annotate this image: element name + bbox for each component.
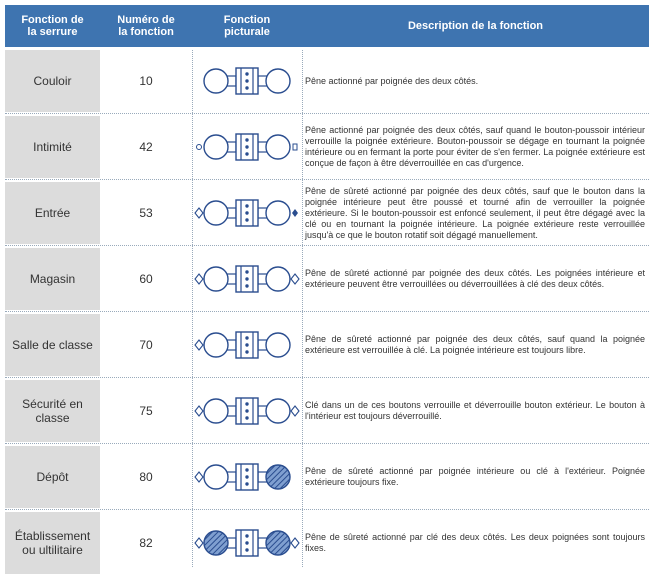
function-number: 82 [139,536,153,550]
function-description: Pêne actionné par poignée des deux côtés, sauf quand le bouton-poussoir intérieur verrouille la poignée extérieure. Bouton-poussoir se dégage en tournant la poignée intérieure ou en fermant la porte pour éviter de s'en fermer. La poignée extérieure est conçue de façon à être déverrouillée en cas d'urgence. [305,125,645,168]
screw-dot [245,218,248,221]
left-knob [204,531,228,555]
screw-dot [245,475,248,478]
row-divider [5,509,649,510]
lockset-diagram [192,314,302,376]
header-pictorial-function: Fonction picturale [223,14,271,38]
right-key-mark [291,538,299,548]
lockset-diagram [192,380,302,442]
row-divider [5,311,649,312]
column-divider [302,50,303,567]
function-name: Dépôt [5,446,100,508]
row-divider [5,443,649,444]
left-knob [204,135,228,159]
left-key-mark [195,538,203,548]
function-description: Pêne actionné par poignée des deux côtés. [305,75,479,86]
row-divider [5,113,649,114]
left-knob [204,69,228,93]
right-knob [266,69,290,93]
right-key-mark [292,209,298,217]
right-key-mark [291,274,299,284]
left-key-mark [195,406,203,416]
left-knob [204,333,228,357]
lockset-diagram [192,50,302,112]
screw-dot [245,541,248,544]
right-knob [266,465,290,489]
screw-dot [245,409,248,412]
left-knob [204,201,228,225]
table-header [5,5,649,47]
left-key-mark [197,145,202,150]
function-number: 60 [139,272,153,286]
table-row [5,248,649,310]
screw-dot [245,284,248,287]
function-description: Pêne de sûreté actionné par poignée des deux côtés. Les poignées intérieure et extérieure peuvent être verrouillées ou déverrouillées à clé des deux côtés. [305,268,645,289]
header-lock-function: Fonction de la serrure [21,14,84,38]
lockset-diagram [192,512,302,574]
column-divider [192,50,193,567]
screw-dot [245,548,248,551]
screw-dot [245,416,248,419]
function-name: Couloir [5,50,100,112]
screw-dot [245,138,248,141]
right-knob [266,267,290,291]
table-row [5,314,649,376]
right-knob [266,531,290,555]
function-description: Clé dans un de ces boutons verrouille et déverrouille bouton extérieur. Le bouton à l'intérieur est toujours déverrouillé. [305,400,645,421]
function-name: Sécurité en classe [5,380,100,442]
screw-dot [245,145,248,148]
screw-dot [245,211,248,214]
left-key-mark [195,274,203,284]
screw-dot [245,79,248,82]
function-number: 10 [139,74,153,88]
screw-dot [245,204,248,207]
screw-dot [245,468,248,471]
function-number: 70 [139,338,153,352]
function-number: 75 [139,404,153,418]
row-divider [5,377,649,378]
right-knob [266,135,290,159]
right-knob [266,399,290,423]
table-row [5,446,649,508]
table-row [5,182,649,244]
right-knob [266,201,290,225]
screw-dot [245,343,248,346]
screw-dot [245,336,248,339]
function-description: Pêne de sûreté actionné par poignée des deux côtés, sauf quand la poignée extérieure est verrouillée à clé. La poignée intérieure est toujours libre. [305,334,645,355]
right-knob [266,333,290,357]
right-key-mark [293,144,297,150]
screw-dot [245,152,248,155]
lockset-diagram [192,182,302,244]
lockset-diagram [192,446,302,508]
lockset-diagram [192,248,302,310]
header-function-description: Description de la fonction [407,20,544,32]
function-number: 42 [139,140,153,154]
left-knob [204,399,228,423]
function-number: 53 [139,206,153,220]
header-function-number: Numéro de la fonction [117,14,175,38]
right-key-mark [291,406,299,416]
left-knob [204,267,228,291]
lockset-diagram [192,116,302,178]
function-name: Établissement ou ultilitaire [5,512,100,574]
function-name: Salle de classe [5,314,100,376]
table-row [5,116,649,178]
screw-dot [245,72,248,75]
function-description: Pêne de sûreté actionné par clé des deux côtés. Les deux poignées sont toujours fixes. [305,532,645,553]
left-key-mark [195,472,203,482]
screw-dot [245,86,248,89]
screw-dot [245,482,248,485]
table-row [5,512,649,574]
row-divider [5,245,649,246]
left-knob [204,465,228,489]
function-name: Magasin [5,248,100,310]
screw-dot [245,270,248,273]
table-row [5,380,649,442]
screw-dot [245,534,248,537]
function-name: Intimité [5,116,100,178]
function-description: Pêne de sûreté actionné par poignée des deux côtés, sauf que le bouton dans la poignée intérieure peut être poussé et tourné afin de verrouiller la poignée extérieure. Si le bouton-poussoir est enfoncé seulement, il peut être dégagé avec la clé ou en tournant la poignée intérieure. La poignée extérieure reste verrouillée jusqu'à ce que le bouton rotatif soit dégagé manuellement. [305,185,645,240]
screw-dot [245,402,248,405]
function-description: Pêne de sûreté actionné par poignée intérieure ou clé à l'extérieur. Poignée extérieure toujours fixe. [305,466,645,487]
table-row [5,50,649,112]
row-divider [5,179,649,180]
function-name: Entrée [5,182,100,244]
screw-dot [245,277,248,280]
screw-dot [245,350,248,353]
function-number: 80 [139,470,153,484]
left-key-mark [195,208,203,218]
left-key-mark [195,340,203,350]
